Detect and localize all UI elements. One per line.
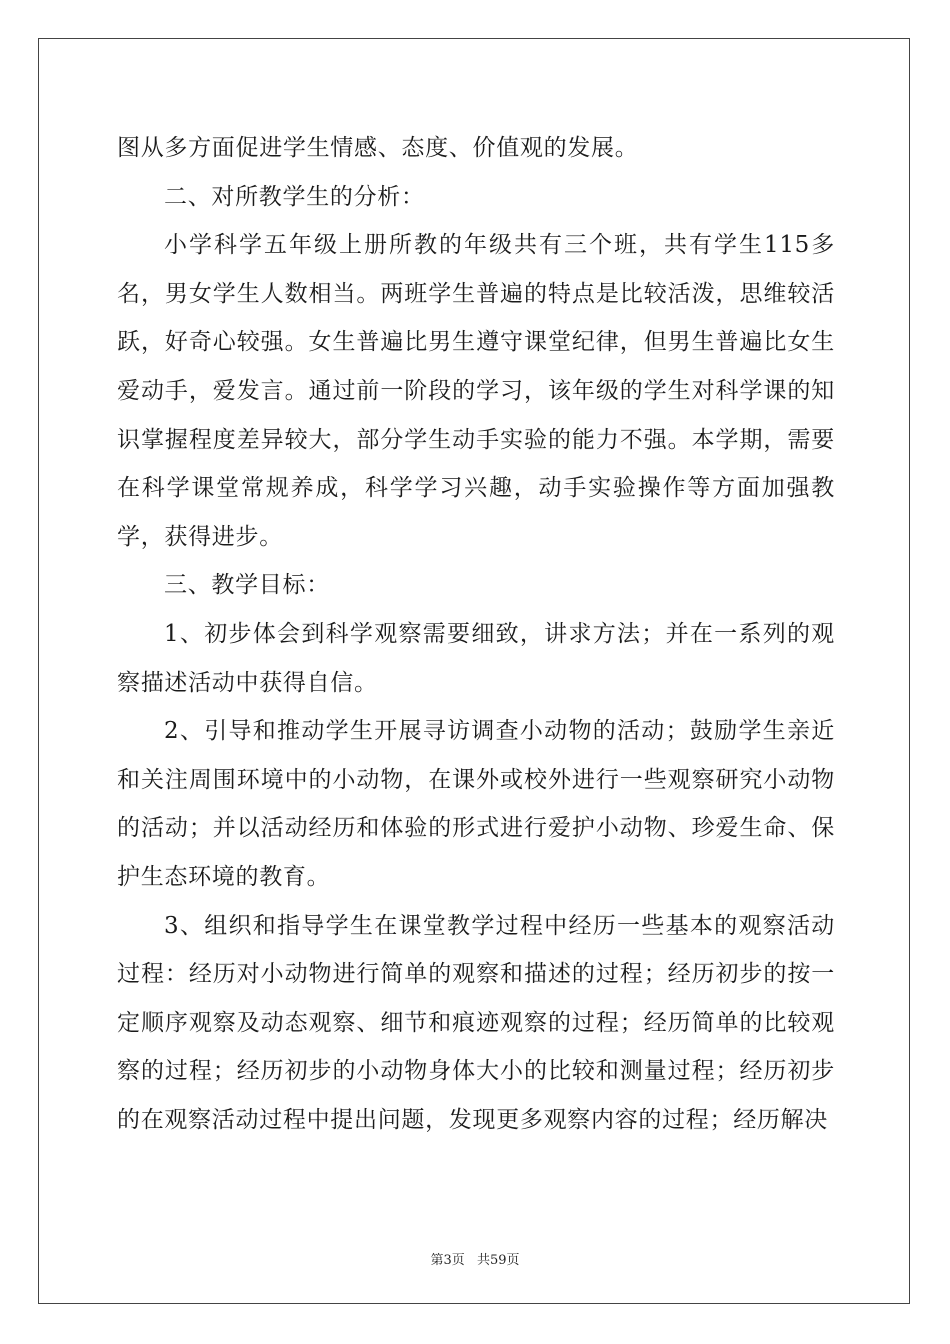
page-footer [0, 1249, 950, 1268]
page-number-current: 第3页 [430, 1253, 465, 1268]
paragraph-goal-1: 1、初步体会到科学观察需要细致，讲求方法；并在一系列的观察描述活动中获得自信。 [117, 620, 835, 696]
paragraph-goal-2: 2、引导和推动学生开展寻访调查小动物的活动；鼓励学生亲近和关注周围环境中的小动物，在课外或校外进行一些观察研究小动物的活动；并以活动经历和体验的形式进行爱护小动物、珍爱生命、保护生态环境的教育。 [117, 718, 835, 890]
document-body [117, 124, 835, 1144]
paragraph-student-analysis: 小学科学五年级上册所教的年级共有三个班，共有学生115多名，男女学生人数相当。两班学生普遍的特点是比较活泼，思维较活跃，好奇心较强。女生普遍比男生遵守课堂纪律，但男生普遍比女生爱动手，爱发言。通过前一阶段的学习，该年级的学生对科学课的知识掌握程度差异较大，部分学生动手实验的能力不强。本学期，需要在科学课堂常规养成，科学学习兴趣，动手实验操作等方面加强教学，获得进步。 [117, 232, 835, 550]
heading-student-analysis: 二、对所教学生的分析： [164, 183, 425, 210]
page-number-total: 共59页 [476, 1253, 520, 1268]
heading-teaching-goals: 三、教学目标： [164, 572, 330, 599]
paragraph-goal-3: 3、组织和指导学生在课堂教学过程中经历一些基本的观察活动过程：经历对小动物进行简单的观察和描述的过程；经历初步的按一定顺序观察及动态观察、细节和痕迹观察的过程；经历简单的比较观察的过程；经历初步的小动物身体大小的比较和测量过程；经历初步的在观察活动过程中提出问题，发现更多观察内容的过程；经历解决 [117, 912, 835, 1133]
paragraph-intro-continuation: 图从多方面促进学生情感、态度、价值观的发展。 [117, 135, 639, 161]
